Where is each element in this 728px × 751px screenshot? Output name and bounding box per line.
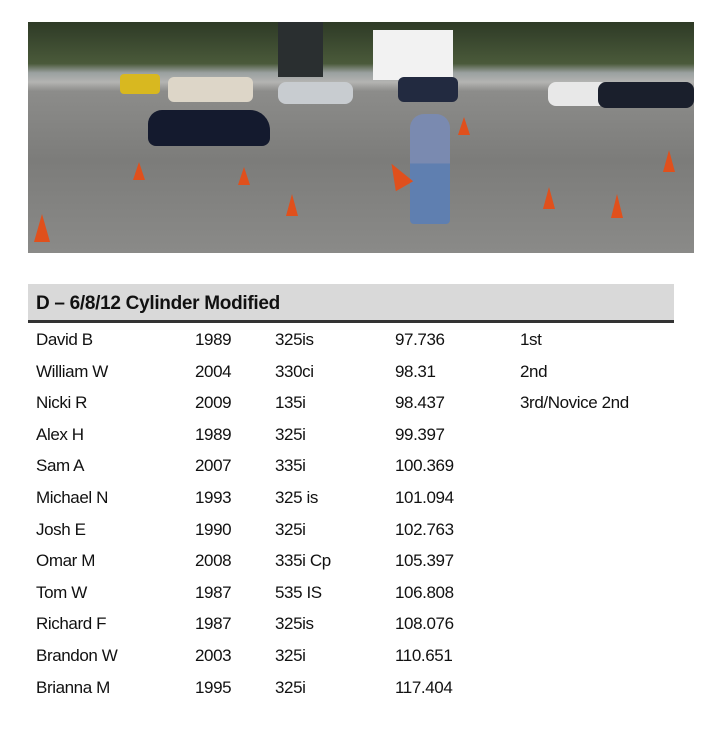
year-cell: 2003 xyxy=(195,645,232,665)
yellow-car xyxy=(120,74,160,94)
driver-cell: Nicki R xyxy=(36,393,88,413)
time-cell: 97.736 xyxy=(395,330,445,349)
model-cell: 325i xyxy=(275,519,306,539)
time-cell: 110.651 xyxy=(395,645,453,665)
year-cell: 1990 xyxy=(195,519,232,539)
race-car xyxy=(148,110,270,146)
place-cell: 1st xyxy=(520,330,542,349)
time-cell: 105.397 xyxy=(395,551,454,571)
results-table xyxy=(36,325,696,704)
cone-icon xyxy=(133,162,145,180)
table-row xyxy=(36,578,696,610)
dark-van xyxy=(398,77,458,102)
year-cell: 1987 xyxy=(195,614,232,634)
time-cell: 117.404 xyxy=(395,677,453,697)
class-title: D – 6/8/12 Cylinder Modified xyxy=(36,293,280,314)
time-cell: 98.31 xyxy=(395,361,436,381)
time-cell: 101.094 xyxy=(395,487,454,507)
time-cell: 98.437 xyxy=(395,393,445,413)
table-row xyxy=(36,388,696,420)
driver-cell: Brianna M xyxy=(36,677,110,697)
dark-car-right xyxy=(598,82,694,108)
cone-icon xyxy=(543,187,555,209)
place-cell: 3rd/Novice 2nd xyxy=(520,393,629,413)
driver-cell: Tom W xyxy=(36,582,87,602)
table-row xyxy=(36,325,696,357)
time-cell: 99.397 xyxy=(395,424,445,444)
model-cell: 535 IS xyxy=(275,582,322,602)
year-cell: 1987 xyxy=(195,582,232,602)
trailer-shape xyxy=(373,30,453,80)
year-cell: 2004 xyxy=(195,361,232,381)
person-walking xyxy=(410,114,450,224)
model-cell: 325 is xyxy=(275,487,318,507)
place-cell: 2nd xyxy=(520,361,548,381)
driver-cell: Brandon W xyxy=(36,645,118,665)
model-cell: 325i xyxy=(275,677,306,697)
time-cell: 106.808 xyxy=(395,582,454,602)
table-row xyxy=(36,515,696,547)
year-cell: 1989 xyxy=(195,424,232,444)
cone-icon xyxy=(286,194,298,216)
driver-cell: Josh E xyxy=(36,519,86,539)
cone-icon xyxy=(663,150,675,172)
table-row xyxy=(36,357,696,389)
table-row xyxy=(36,483,696,515)
year-cell: 1993 xyxy=(195,487,232,507)
table-row xyxy=(36,546,696,578)
white-truck xyxy=(168,77,253,102)
driver-cell: Alex H xyxy=(36,424,84,444)
driver-cell: William W xyxy=(36,361,108,381)
year-cell: 1995 xyxy=(195,677,232,697)
cone-icon xyxy=(458,117,470,135)
year-cell: 2007 xyxy=(195,456,232,476)
model-cell: 325i xyxy=(275,424,306,444)
model-cell: 335i xyxy=(275,456,306,476)
table-row xyxy=(36,451,696,483)
table-row xyxy=(36,420,696,452)
year-cell: 1989 xyxy=(195,330,232,349)
driver-cell: Michael N xyxy=(36,487,108,507)
model-cell: 335i Cp xyxy=(275,551,331,571)
driver-cell: Sam A xyxy=(36,456,85,476)
table-row xyxy=(36,609,696,641)
cone-carried-icon xyxy=(383,159,413,192)
cone-icon xyxy=(238,167,250,185)
year-cell: 2009 xyxy=(195,393,232,413)
silver-car xyxy=(278,82,353,104)
time-cell: 102.763 xyxy=(395,519,454,539)
model-cell: 325i xyxy=(275,645,306,665)
driver-cell: Omar M xyxy=(36,551,95,571)
model-cell: 325is xyxy=(275,614,314,634)
driver-cell: Richard F xyxy=(36,614,107,634)
model-cell: 330ci xyxy=(275,361,314,381)
cone-icon xyxy=(611,194,623,218)
table-row xyxy=(36,641,696,673)
year-cell: 2008 xyxy=(195,551,232,571)
tower-shape xyxy=(278,22,323,77)
class-header xyxy=(28,284,674,323)
autocross-photo xyxy=(28,22,694,253)
driver-cell: David B xyxy=(36,330,93,349)
model-cell: 135i xyxy=(275,393,306,413)
time-cell: 108.076 xyxy=(395,614,454,634)
cone-icon xyxy=(34,214,50,242)
time-cell: 100.369 xyxy=(395,456,454,476)
model-cell: 325is xyxy=(275,330,314,349)
table-row xyxy=(36,673,696,705)
